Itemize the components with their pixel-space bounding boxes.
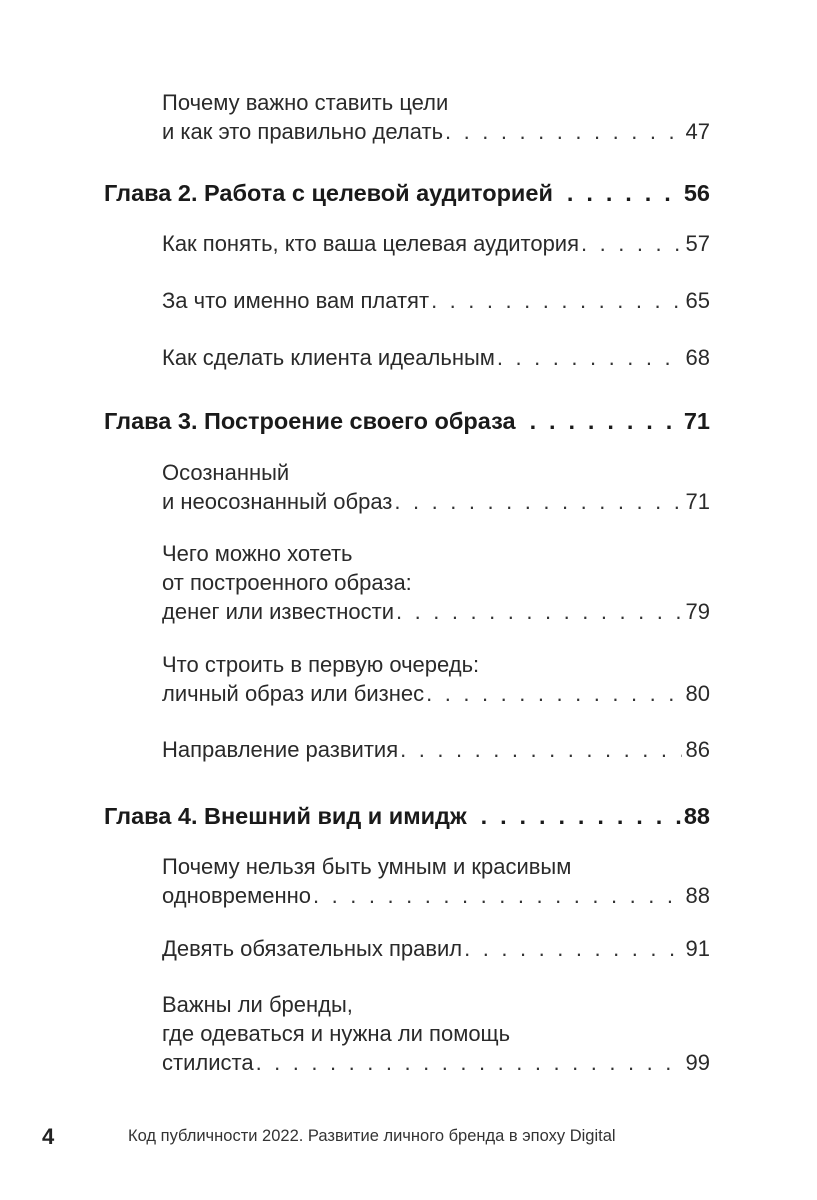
dot-leader xyxy=(464,934,681,963)
dot-leader xyxy=(396,597,682,626)
entry-line: Направление развития xyxy=(162,737,399,762)
chapter-title: Глава 3. Построение своего образа xyxy=(104,408,516,434)
entry-line: от построенного образа: xyxy=(162,570,412,595)
dot-leader xyxy=(431,286,681,315)
entry-line: и неосознанный образ xyxy=(162,489,393,514)
entry-line: Девять обязательных правил xyxy=(162,936,463,961)
entry-line: личный образ или бизнес xyxy=(162,681,425,706)
entry-line: и как это правильно делать xyxy=(162,119,444,144)
footer-page-number: 4 xyxy=(42,1124,55,1149)
dot-leader xyxy=(400,735,681,764)
dot-leader xyxy=(567,178,682,208)
entry-line: Почему важно ставить цели xyxy=(162,90,449,115)
footer-book-title: Код публичности 2022. Развитие личного бренда в эпоху Digital xyxy=(128,1127,616,1145)
entry-line: Важны ли бренды, xyxy=(162,992,353,1017)
dot-leader xyxy=(426,679,681,708)
page-number: 88 xyxy=(683,803,710,829)
toc-section-entry xyxy=(162,539,710,626)
dot-leader xyxy=(481,801,682,831)
entry-line: стилиста xyxy=(162,1050,254,1075)
page-number: 99 xyxy=(685,1050,710,1075)
entry-line: одновременно xyxy=(162,883,312,908)
toc-section-entry xyxy=(162,990,710,1077)
toc-section-entry xyxy=(162,650,710,708)
page-number: 68 xyxy=(685,345,710,370)
entry-line: Осознанный xyxy=(162,460,290,485)
toc-chapter-entry xyxy=(104,178,710,208)
page-number: 80 xyxy=(685,681,710,706)
entry-line: Почему нельзя быть умным и красивым xyxy=(162,854,572,879)
page-number: 88 xyxy=(685,883,710,908)
entry-line: Чего можно хотеть xyxy=(162,541,353,566)
entry-line: денег или известности xyxy=(162,599,394,624)
entry-line: Как понять, кто ваша целевая аудитория xyxy=(162,231,580,256)
chapter-title: Глава 4. Внешний вид и имидж xyxy=(104,803,467,829)
dot-leader xyxy=(530,406,682,436)
dot-leader xyxy=(581,229,682,258)
entry-line: За что именно вам платят xyxy=(162,288,430,313)
page-number: 65 xyxy=(685,288,710,313)
toc-section-entry xyxy=(162,934,710,963)
dot-leader xyxy=(256,1048,682,1077)
dot-leader xyxy=(445,117,681,146)
page-number: 86 xyxy=(685,737,710,762)
entry-line: Что строить в первую очередь: xyxy=(162,652,480,677)
entry-line: где одеваться и нужна ли помощь xyxy=(162,1021,511,1046)
toc-chapter-entry xyxy=(104,801,710,831)
page-number: 71 xyxy=(683,408,710,434)
toc-chapter-entry xyxy=(104,406,710,436)
toc-section-entry xyxy=(162,458,710,516)
toc-section-entry xyxy=(162,229,710,258)
toc-section-entry xyxy=(162,852,710,910)
dot-leader xyxy=(313,881,681,910)
page-number: 47 xyxy=(685,119,710,144)
entry-line: Как сделать клиента идеальным xyxy=(162,345,495,370)
toc-section-entry xyxy=(162,88,710,146)
chapter-title: Глава 2. Работа с целевой аудиторией xyxy=(104,180,553,206)
page-number: 91 xyxy=(685,936,710,961)
page-number: 57 xyxy=(685,231,710,256)
page-number: 79 xyxy=(685,599,710,624)
toc-section-entry xyxy=(162,343,710,372)
page-number: 71 xyxy=(685,489,710,514)
dot-leader xyxy=(394,487,681,516)
dot-leader xyxy=(497,343,682,372)
toc-section-entry xyxy=(162,286,710,315)
page-number: 56 xyxy=(683,180,710,206)
toc-section-entry xyxy=(162,735,710,764)
